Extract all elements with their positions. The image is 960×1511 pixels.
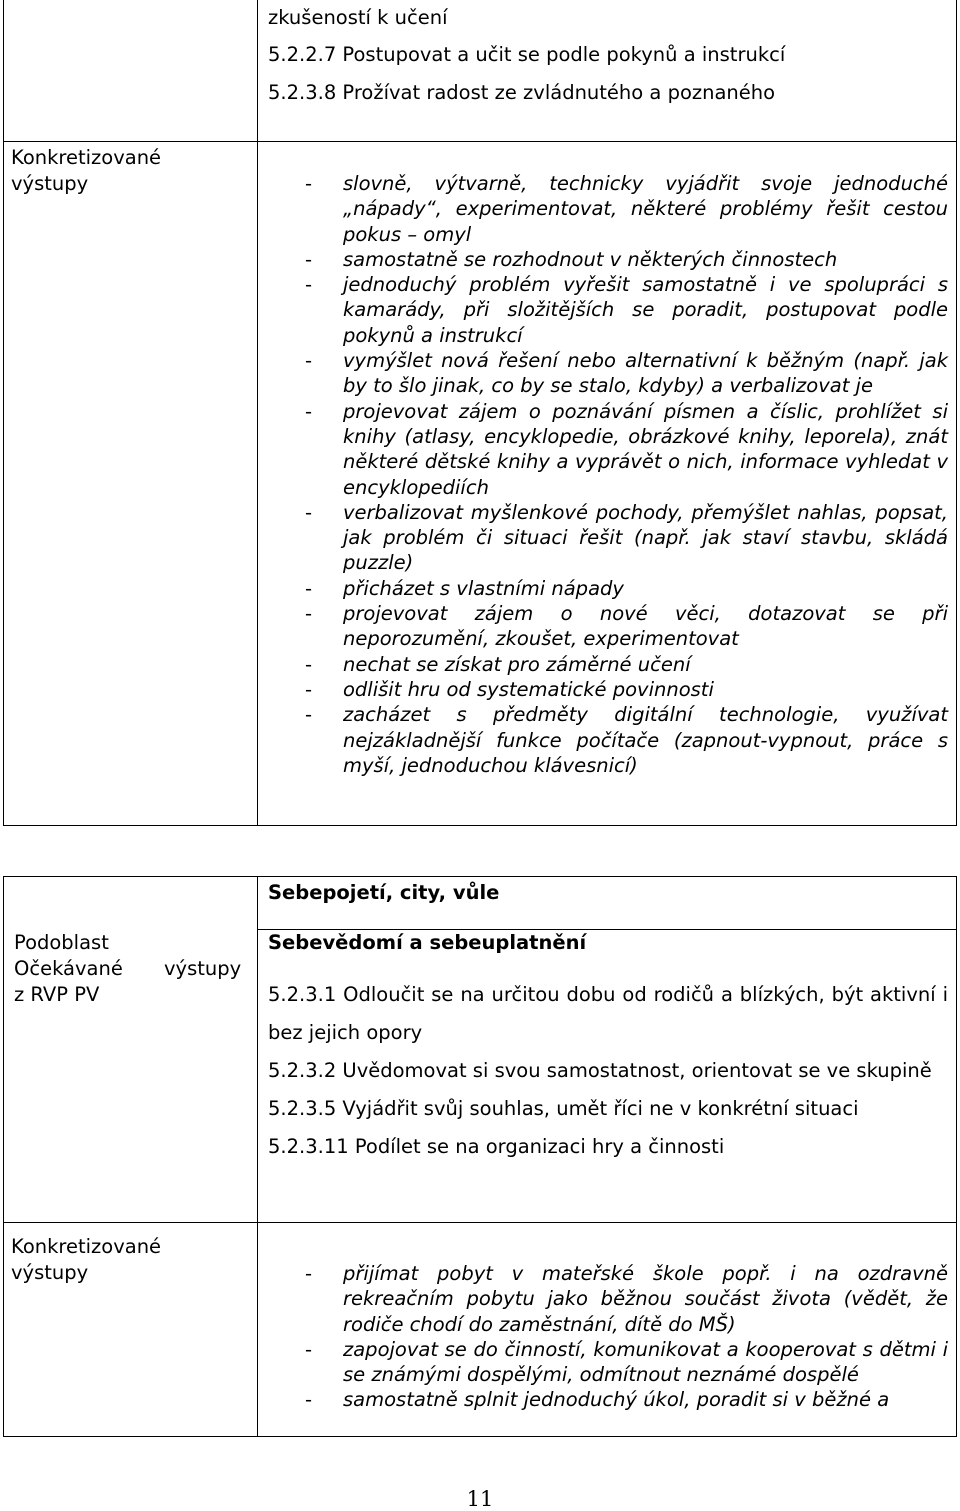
column-divider xyxy=(257,877,258,1436)
outputs-label xyxy=(11,145,161,197)
list-item: - projevovat zájem o nové věci, dotazovat se při neporozumění, zkoušet, experimentovat xyxy=(305,601,948,652)
list-item: - slovně, výtvarně, technicky vyjádřit svoje jednoduché „nápady“, experimentovat, některé problémy řešit cestou pokus – omyl xyxy=(305,171,948,247)
expected-label-line2: z RVP PV xyxy=(14,983,100,1006)
outputs-label-line2: výstupy xyxy=(11,1261,89,1284)
objective-item: 5.2.3.8 Prožívat radost ze zvládnutého a poznaného xyxy=(268,81,776,104)
column-divider xyxy=(257,0,258,825)
outputs-list xyxy=(305,1261,948,1413)
outputs-label-line2: výstupy xyxy=(11,172,89,195)
outputs-label xyxy=(11,1234,161,1286)
list-item: - samostatně splnit jednoduchý úkol, poradit si v běžné a xyxy=(305,1387,948,1412)
list-item: - přicházet s vlastními nápady xyxy=(305,576,948,601)
list-item: - odlišit hru od systematické povinnosti xyxy=(305,677,948,702)
objective-item: 5.2.3.2 Uvědomovat si svou samostatnost, orientovat se ve skupině xyxy=(268,1059,932,1082)
objective-item: 5.2.3.11 Podílet se na organizaci hry a činnosti xyxy=(268,1135,725,1158)
objective-item: 5.2.3.1 Odloučit se na určitou dobu od rodičů a blízkých, být aktivní i bez jejich opory xyxy=(268,983,948,1044)
list-item: - samostatně se rozhodnout v některých činnostech xyxy=(305,247,948,272)
objective-item: 5.2.2.7 Postupovat a učit se podle pokynů a instrukcí xyxy=(268,43,786,66)
carryover-text: zkušeností k učení xyxy=(268,6,448,29)
expected-label-word1: Očekávané xyxy=(14,957,123,980)
list-item: - zacházet s předměty digitální technologie, využívat nejzákladnější funkce počítače (zapnout-vypnout, práce s myší, jednoduchou klávesnicí) xyxy=(305,702,948,778)
section-heading: Sebepojetí, city, vůle xyxy=(268,881,500,904)
expected-label-word2: výstupy xyxy=(164,957,242,980)
list-item: - jednoduchý problém vyřešit samostatně i ve spolupráci s kamarády, při složitějších se poradit, postupovat podle pokynů a instrukcí xyxy=(305,272,948,348)
row-divider xyxy=(4,141,956,142)
list-item: - verbalizovat myšlenkové pochody, přemýšlet nahlas, popsat, jak problém či situaci řešit (např. jak staví stavbu, skládá puzzle) xyxy=(305,500,948,576)
list-item: - nechat se získat pro záměrné učení xyxy=(305,652,948,677)
outputs-label-line1: Konkretizované xyxy=(11,146,162,169)
outputs-list xyxy=(305,171,948,778)
outputs-label-line1: Konkretizované xyxy=(11,1235,162,1258)
objective-item: 5.2.3.5 Vyjádřit svůj souhlas, umět říci ne v konkrétní situaci xyxy=(268,1097,859,1120)
podoblast-label: Podoblast xyxy=(14,931,109,954)
objectives-list xyxy=(268,976,948,1166)
page-number: 11 xyxy=(466,1487,494,1511)
list-item: - projevovat zájem o poznávání písmen a číslic, prohlížet si knihy (atlasy, encyklopedie, obrázkové knihy, leporela), znát některé dětské knihy a vyprávět o nich, informace vyhledat v encyklopediích xyxy=(305,399,948,500)
list-item: - vymýšlet nová řešení nebo alternativní k běžným (např. jak by to šlo jinak, co by se stalo, kdyby) a verbalizovat je xyxy=(305,348,948,399)
subarea-title: Sebevědomí a sebeuplatnění xyxy=(268,931,587,954)
list-item: - přijímat pobyt v mateřské škole popř. i na ozdravně rekreačním pobytu jako běžnou součást života (vědět, že rodiče chodí do zaměstnání, dítě do MŠ) xyxy=(305,1261,948,1337)
row-divider xyxy=(4,1222,956,1223)
list-item: - zapojovat se do činností, komunikovat a kooperovat s dětmi i se známými dospělými, odmítnout neznámé dospělé xyxy=(305,1337,948,1388)
